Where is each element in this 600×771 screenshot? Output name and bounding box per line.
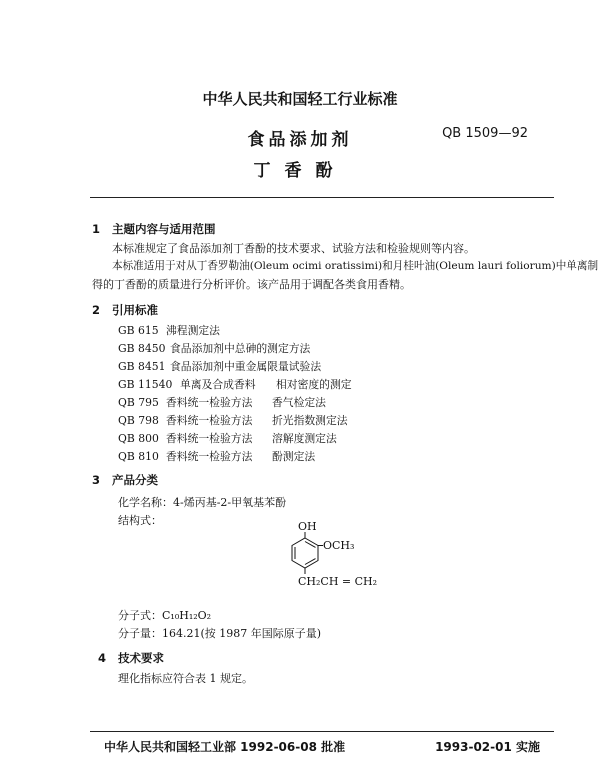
section-1-title: 主题内容与适用范围 <box>112 222 216 236</box>
document-subtitle: 丁香酚 <box>253 161 347 181</box>
section-4-number: 4 <box>98 651 107 665</box>
hydroxyl-group-label: OH <box>298 520 317 533</box>
reference-name: 食品添加剂中重金属限量试验法 <box>170 360 322 373</box>
section-1-heading <box>92 221 216 237</box>
reference-code: GB 615 <box>118 324 159 337</box>
reference-item <box>118 431 337 446</box>
section-1-number: 1 <box>92 222 101 236</box>
section-3-number: 3 <box>92 473 101 487</box>
reference-name: 单离及合成香料 <box>180 378 256 391</box>
approval-line: 中华人民共和国轻工业部 1992-06-08 批准 <box>104 740 346 754</box>
reference-item <box>118 323 220 338</box>
section-3-heading <box>92 472 158 488</box>
reference-item <box>118 449 315 464</box>
reference-code: GB 11540 <box>118 378 173 391</box>
reference-name: 香料统一检验方法 <box>166 396 253 409</box>
chemical-name: 化学名称：4-烯丙基-2-甲氧基苯酚 <box>118 496 287 509</box>
reference-name: 香料统一检验方法 <box>166 450 253 463</box>
molecular-mass: 分子量：164.21(按 1987 年国际原子量) <box>118 627 322 640</box>
document-title: 食品添加剂 <box>247 130 353 150</box>
section-1-paragraph-1: 本标准规定了食品添加剂丁香酚的技术要求、试验方法和检验规则等内容。 <box>112 242 475 255</box>
methoxy-group-label: OCH₃ <box>323 539 355 552</box>
section-1-paragraph-2b: 得的丁香酚的质量进行分析评价。该产品用于调配各类食用香精。 <box>92 278 411 291</box>
reference-name: 沸程测定法 <box>166 324 220 337</box>
effective-date: 1993-02-01 实施 <box>435 740 540 754</box>
standard-code: QB 1509—92 <box>442 126 528 141</box>
section-4-title: 技术要求 <box>118 651 164 665</box>
reference-subtitle: 香气检定法 <box>272 396 326 409</box>
reference-code: QB 810 <box>118 450 159 463</box>
reference-code: QB 798 <box>118 414 159 427</box>
section-2-heading <box>92 302 158 318</box>
section-1-paragraph-2a: 本标准适用于对从丁香罗勒油(Oleum ocimi oratissimi)和月桂叶油(Oleum lauri foliorum)中单离制 <box>112 260 599 272</box>
reference-name: 香料统一检验方法 <box>166 414 253 427</box>
reference-name: 食品添加剂中总砷的测定方法 <box>170 342 311 355</box>
reference-code: QB 800 <box>118 432 159 445</box>
structural-formula-label: 结构式： <box>118 514 162 527</box>
eugenol-structure-diagram <box>278 520 398 600</box>
reference-subtitle: 溶解度测定法 <box>272 432 337 445</box>
section-2-title: 引用标准 <box>112 303 158 317</box>
molecular-formula: 分子式：C₁₀H₁₂O₂ <box>118 609 212 622</box>
reference-item <box>118 377 352 392</box>
reference-subtitle: 相对密度的测定 <box>276 378 352 391</box>
reference-code: GB 8451 <box>118 360 166 373</box>
reference-code: QB 795 <box>118 396 159 409</box>
reference-item <box>118 359 321 374</box>
header-rule <box>90 197 554 198</box>
reference-subtitle: 酚测定法 <box>272 450 316 463</box>
allyl-chain-label: CH₂CH = CH₂ <box>298 575 378 588</box>
reference-code: GB 8450 <box>118 342 166 355</box>
footer-rule <box>90 731 554 732</box>
document-header: 中华人民共和国轻工行业标准 <box>202 90 398 108</box>
reference-subtitle: 折光指数测定法 <box>272 414 348 427</box>
section-4-paragraph: 理化指标应符合表 1 规定。 <box>118 672 253 685</box>
section-4-heading <box>98 650 164 666</box>
reference-item <box>118 395 326 410</box>
section-2-number: 2 <box>92 303 101 317</box>
benzene-ring <box>292 532 323 574</box>
reference-item <box>118 413 348 428</box>
reference-item <box>118 341 310 356</box>
reference-name: 香料统一检验方法 <box>166 432 253 445</box>
section-3-title: 产品分类 <box>112 473 158 487</box>
